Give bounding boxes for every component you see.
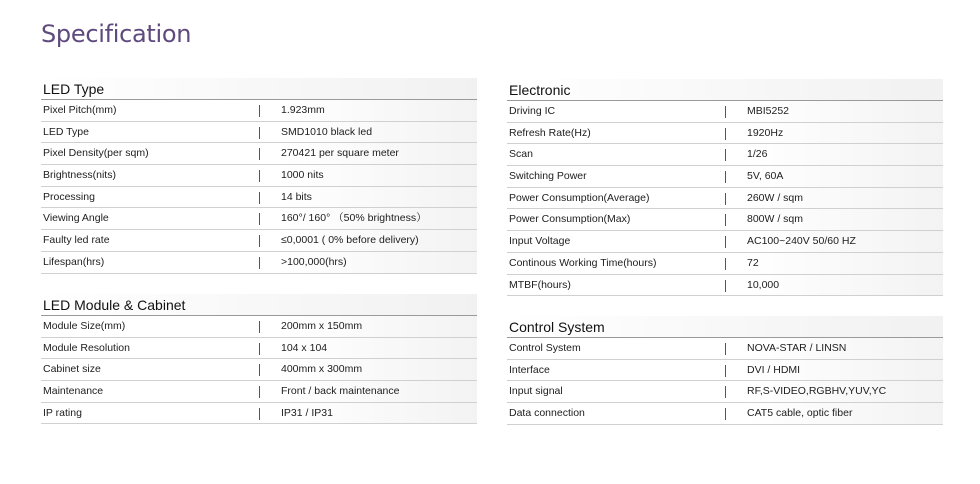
- spec-value: IP31 / IP31: [281, 406, 333, 419]
- spec-label: Cabinet size: [43, 363, 101, 376]
- spec-label: Module Resolution: [43, 341, 130, 354]
- spec-label: Continous Working Time(hours): [509, 256, 657, 269]
- spec-value: ≤0,0001 ( 0% before delivery): [281, 234, 419, 247]
- spec-label: Control System: [509, 342, 581, 354]
- section-title: LED Type: [41, 78, 477, 100]
- spec-label: Power Consumption(Max): [509, 213, 631, 226]
- spec-row: [507, 144, 943, 166]
- spec-value: AC100~240V 50/60 HZ: [747, 235, 856, 248]
- spec-value: NOVA-STAR / LINSN: [747, 342, 847, 354]
- spec-label: Viewing Angle: [43, 212, 109, 225]
- spec-value: Front / back maintenance: [281, 385, 400, 398]
- spec-label: MTBF(hours): [509, 278, 571, 291]
- spec-row: [507, 275, 943, 297]
- spec-section-led-module-cabinet: [41, 294, 477, 424]
- spec-label: Lifespan(hrs): [43, 255, 105, 268]
- spec-row: [507, 123, 943, 145]
- spec-label: Power Consumption(Average): [509, 191, 650, 204]
- column-divider: [259, 148, 260, 160]
- page-title: Specification: [41, 20, 192, 48]
- spec-label: Maintenance: [43, 385, 104, 398]
- spec-row: [507, 188, 943, 210]
- section-title: Control System: [507, 316, 943, 338]
- spec-label: Input Voltage: [509, 235, 571, 248]
- spec-section-electronic: [507, 79, 943, 296]
- spec-label: Processing: [43, 190, 95, 203]
- column-divider: [725, 408, 726, 420]
- spec-value: DVI / HDMI: [747, 363, 801, 376]
- spec-value: 1000 nits: [281, 169, 324, 182]
- spec-row: [507, 101, 943, 123]
- column-divider: [725, 149, 726, 161]
- column-divider: [725, 193, 726, 205]
- column-divider: [259, 408, 260, 420]
- spec-row: [41, 230, 477, 252]
- column-divider: [259, 364, 260, 376]
- spec-value: 160°/ 160° （50% brightness）: [281, 212, 427, 225]
- spec-label: Pixel Density(per sqm): [43, 147, 149, 160]
- column-divider: [725, 343, 726, 355]
- section-title: Electronic: [507, 79, 943, 101]
- column-divider: [259, 170, 260, 182]
- spec-value: 200mm x 150mm: [281, 320, 363, 332]
- spec-row: [41, 100, 477, 122]
- spec-value: 800W / sqm: [747, 213, 804, 226]
- section-title: LED Module & Cabinet: [41, 294, 477, 316]
- spec-label: Switching Power: [509, 170, 587, 183]
- spec-row: [41, 187, 477, 209]
- column-divider: [259, 235, 260, 247]
- spec-value: 1/26: [747, 148, 768, 161]
- spec-value: 270421 per square meter: [281, 147, 399, 160]
- column-divider: [259, 192, 260, 204]
- column-divider: [259, 127, 260, 139]
- column-divider: [725, 106, 726, 118]
- spec-value: 1920Hz: [747, 126, 784, 139]
- spec-label: Pixel Pitch(mm): [43, 104, 117, 116]
- spec-row: [41, 403, 477, 425]
- spec-row: [41, 338, 477, 360]
- spec-row: [41, 208, 477, 230]
- spec-row: [41, 381, 477, 403]
- column-divider: [259, 386, 260, 398]
- spec-value: 260W / sqm: [747, 191, 804, 204]
- spec-label: Input signal: [509, 385, 563, 398]
- column-divider: [259, 343, 260, 355]
- spec-label: Interface: [509, 363, 550, 376]
- spec-row: [41, 122, 477, 144]
- spec-label: Faulty led rate: [43, 234, 110, 247]
- spec-value: SMD1010 black led: [281, 125, 373, 138]
- spec-value: MBI5252: [747, 105, 790, 117]
- spec-label: Scan: [509, 148, 533, 161]
- column-divider: [259, 213, 260, 225]
- column-divider: [725, 280, 726, 292]
- spec-value: 5V, 60A: [747, 170, 784, 183]
- spec-row: [41, 359, 477, 381]
- column-divider: [259, 257, 260, 269]
- column-divider: [725, 258, 726, 270]
- spec-row: [41, 165, 477, 187]
- spec-row: [507, 166, 943, 188]
- spec-value: >100,000(hrs): [281, 255, 347, 268]
- column-divider: [725, 386, 726, 398]
- spec-row: [507, 381, 943, 403]
- spec-label: Driving IC: [509, 105, 556, 117]
- spec-section-led-type: [41, 78, 477, 274]
- spec-row: [507, 338, 943, 360]
- column-divider: [725, 365, 726, 377]
- spec-row: [507, 253, 943, 275]
- spec-value: 14 bits: [281, 190, 312, 203]
- spec-value: 400mm x 300mm: [281, 363, 363, 376]
- spec-section-control-system: [507, 316, 943, 425]
- spec-label: Refresh Rate(Hz): [509, 126, 591, 139]
- spec-row: [41, 316, 477, 338]
- column-divider: [725, 171, 726, 183]
- spec-row: [507, 209, 943, 231]
- spec-value: CAT5 cable, optic fiber: [747, 407, 853, 420]
- column-divider: [259, 321, 260, 333]
- spec-row: [507, 360, 943, 382]
- spec-label: LED Type: [43, 125, 89, 138]
- spec-row: [41, 143, 477, 165]
- spec-value: 10,000: [747, 278, 780, 291]
- spec-label: IP rating: [43, 406, 82, 419]
- column-divider: [725, 128, 726, 140]
- spec-label: Module Size(mm): [43, 320, 126, 332]
- spec-row: [507, 403, 943, 425]
- spec-value: 72: [747, 256, 759, 269]
- spec-value: 1.923mm: [281, 104, 325, 116]
- column-divider: [725, 236, 726, 248]
- spec-row: [507, 231, 943, 253]
- spec-value: 104 x 104: [281, 341, 328, 354]
- column-divider: [725, 214, 726, 226]
- spec-value: RF,S-VIDEO,RGBHV,YUV,YC: [747, 385, 887, 398]
- column-divider: [259, 105, 260, 117]
- spec-label: Data connection: [509, 407, 585, 420]
- spec-label: Brightness(nits): [43, 169, 116, 182]
- spec-row: [41, 252, 477, 274]
